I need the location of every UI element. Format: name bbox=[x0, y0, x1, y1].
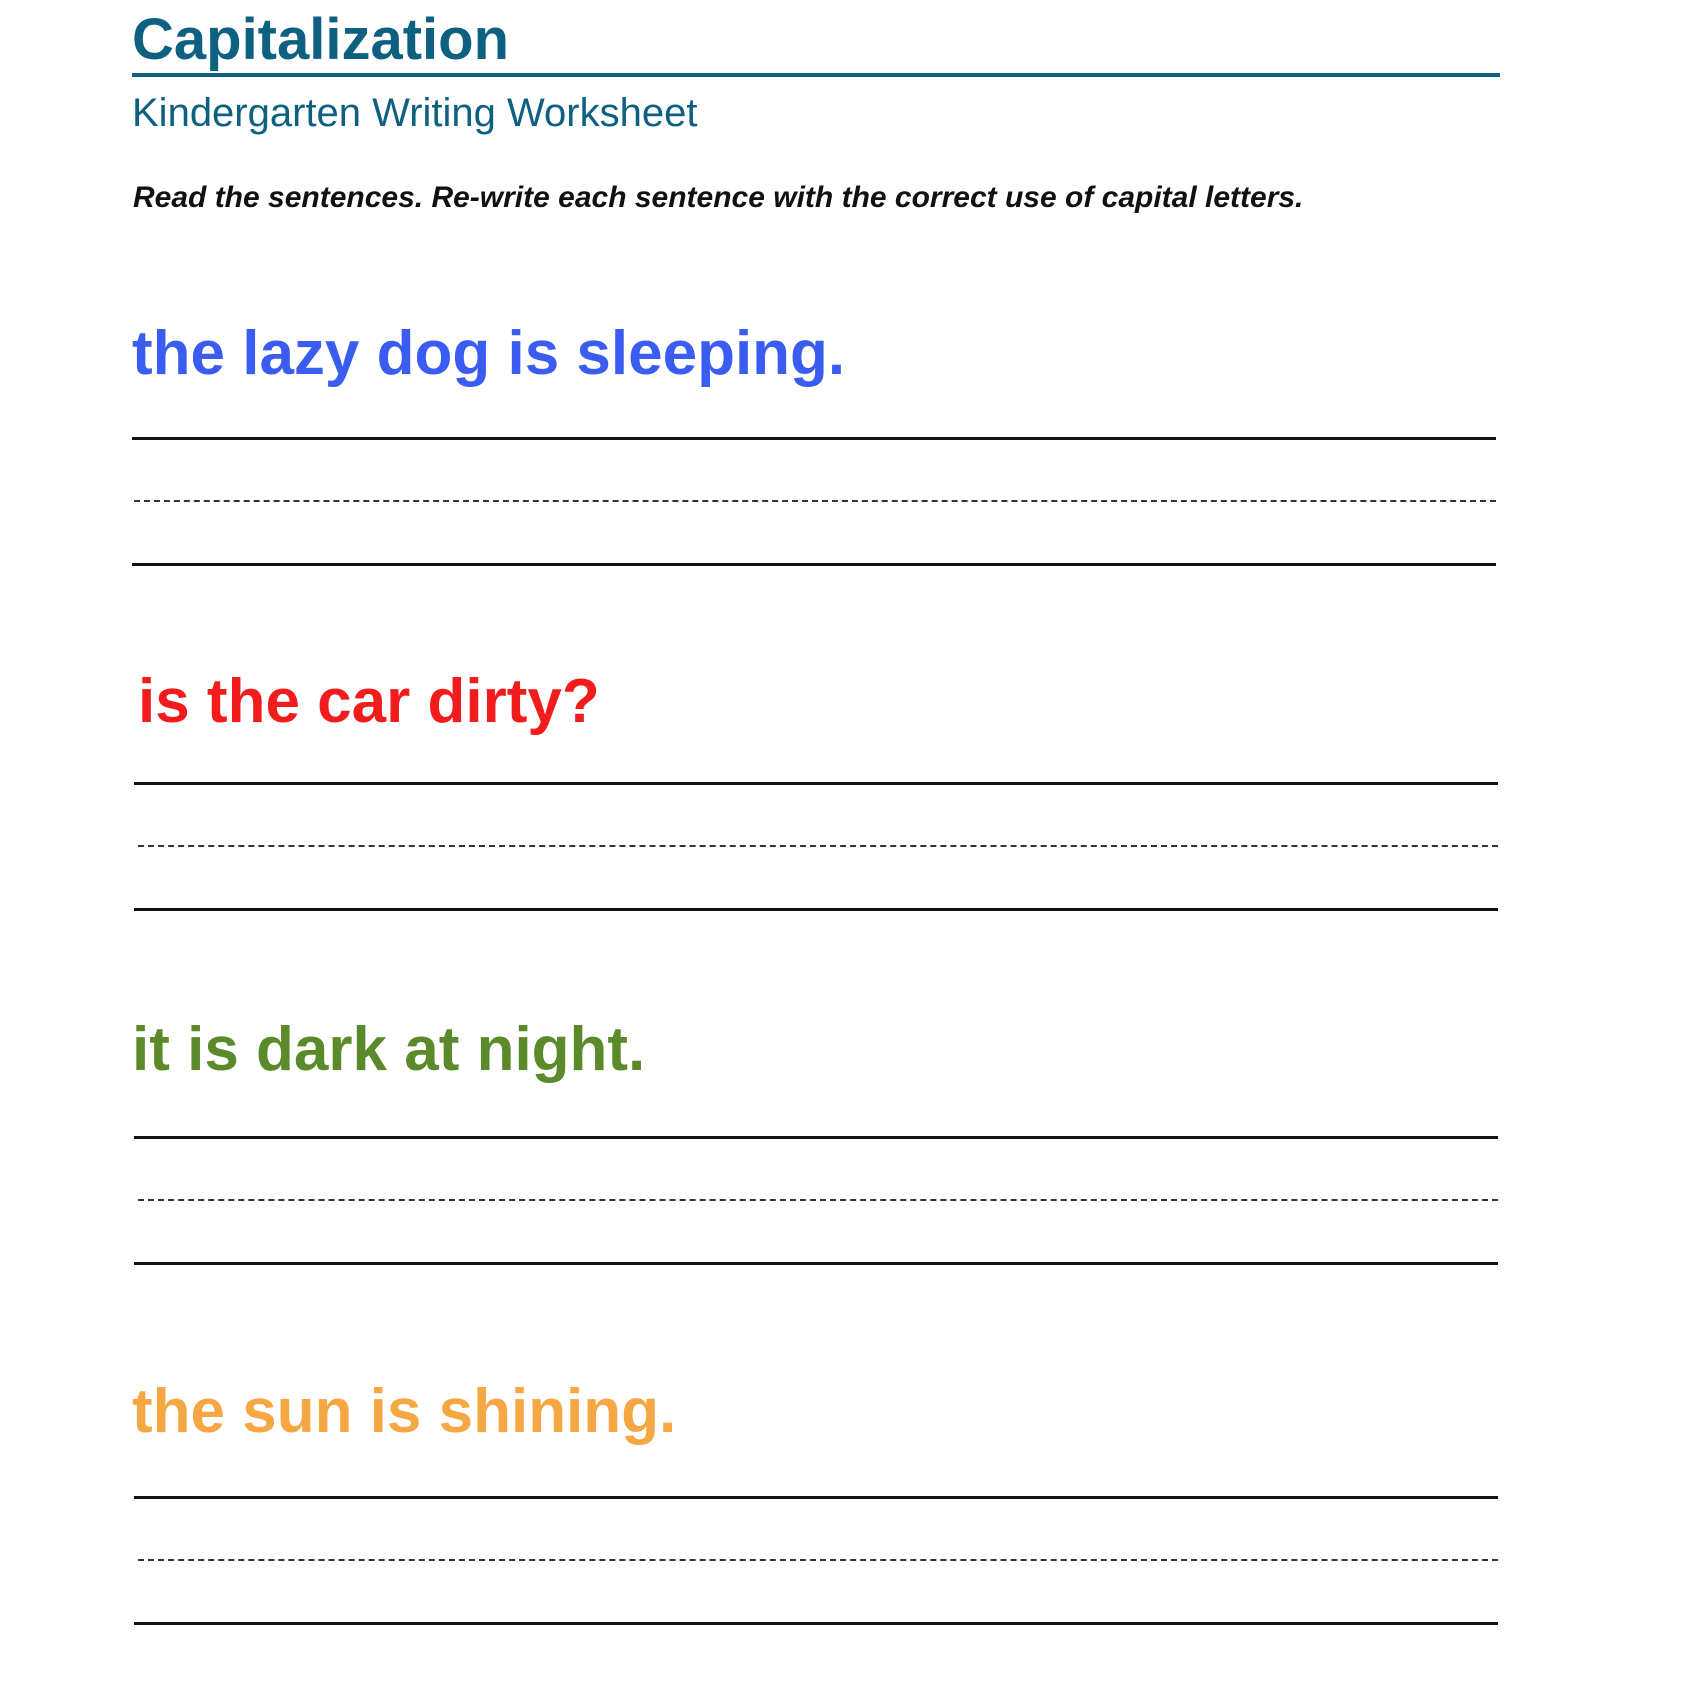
writing-mid-line[interactable] bbox=[138, 1199, 1498, 1201]
writing-base-line[interactable] bbox=[134, 1262, 1498, 1265]
exercise-4 bbox=[0, 1376, 1700, 1656]
writing-base-line[interactable] bbox=[134, 1622, 1498, 1625]
page-title: Capitalization bbox=[132, 7, 510, 72]
title-underline bbox=[132, 73, 1500, 77]
writing-top-line[interactable] bbox=[134, 782, 1498, 785]
sentence-2: is the car dirty? bbox=[138, 667, 600, 736]
exercise-1 bbox=[0, 318, 1700, 598]
sentence-3: it is dark at night. bbox=[132, 1015, 646, 1084]
writing-top-line[interactable] bbox=[134, 1136, 1498, 1139]
writing-base-line[interactable] bbox=[132, 563, 1496, 566]
writing-mid-line[interactable] bbox=[138, 1559, 1498, 1561]
instructions-text: Read the sentences. Re-write each sentence with the correct use of capital letters. bbox=[133, 181, 1304, 214]
writing-mid-line[interactable] bbox=[138, 845, 1498, 847]
writing-mid-line[interactable] bbox=[134, 500, 1496, 502]
page-subtitle: Kindergarten Writing Worksheet bbox=[132, 91, 698, 135]
writing-top-line[interactable] bbox=[132, 437, 1496, 440]
sentence-1: the lazy dog is sleeping. bbox=[132, 319, 846, 388]
writing-base-line[interactable] bbox=[134, 908, 1498, 911]
writing-top-line[interactable] bbox=[134, 1496, 1498, 1499]
exercise-3 bbox=[0, 1014, 1700, 1294]
sentence-4: the sun is shining. bbox=[132, 1377, 677, 1446]
exercise-2 bbox=[0, 666, 1700, 946]
